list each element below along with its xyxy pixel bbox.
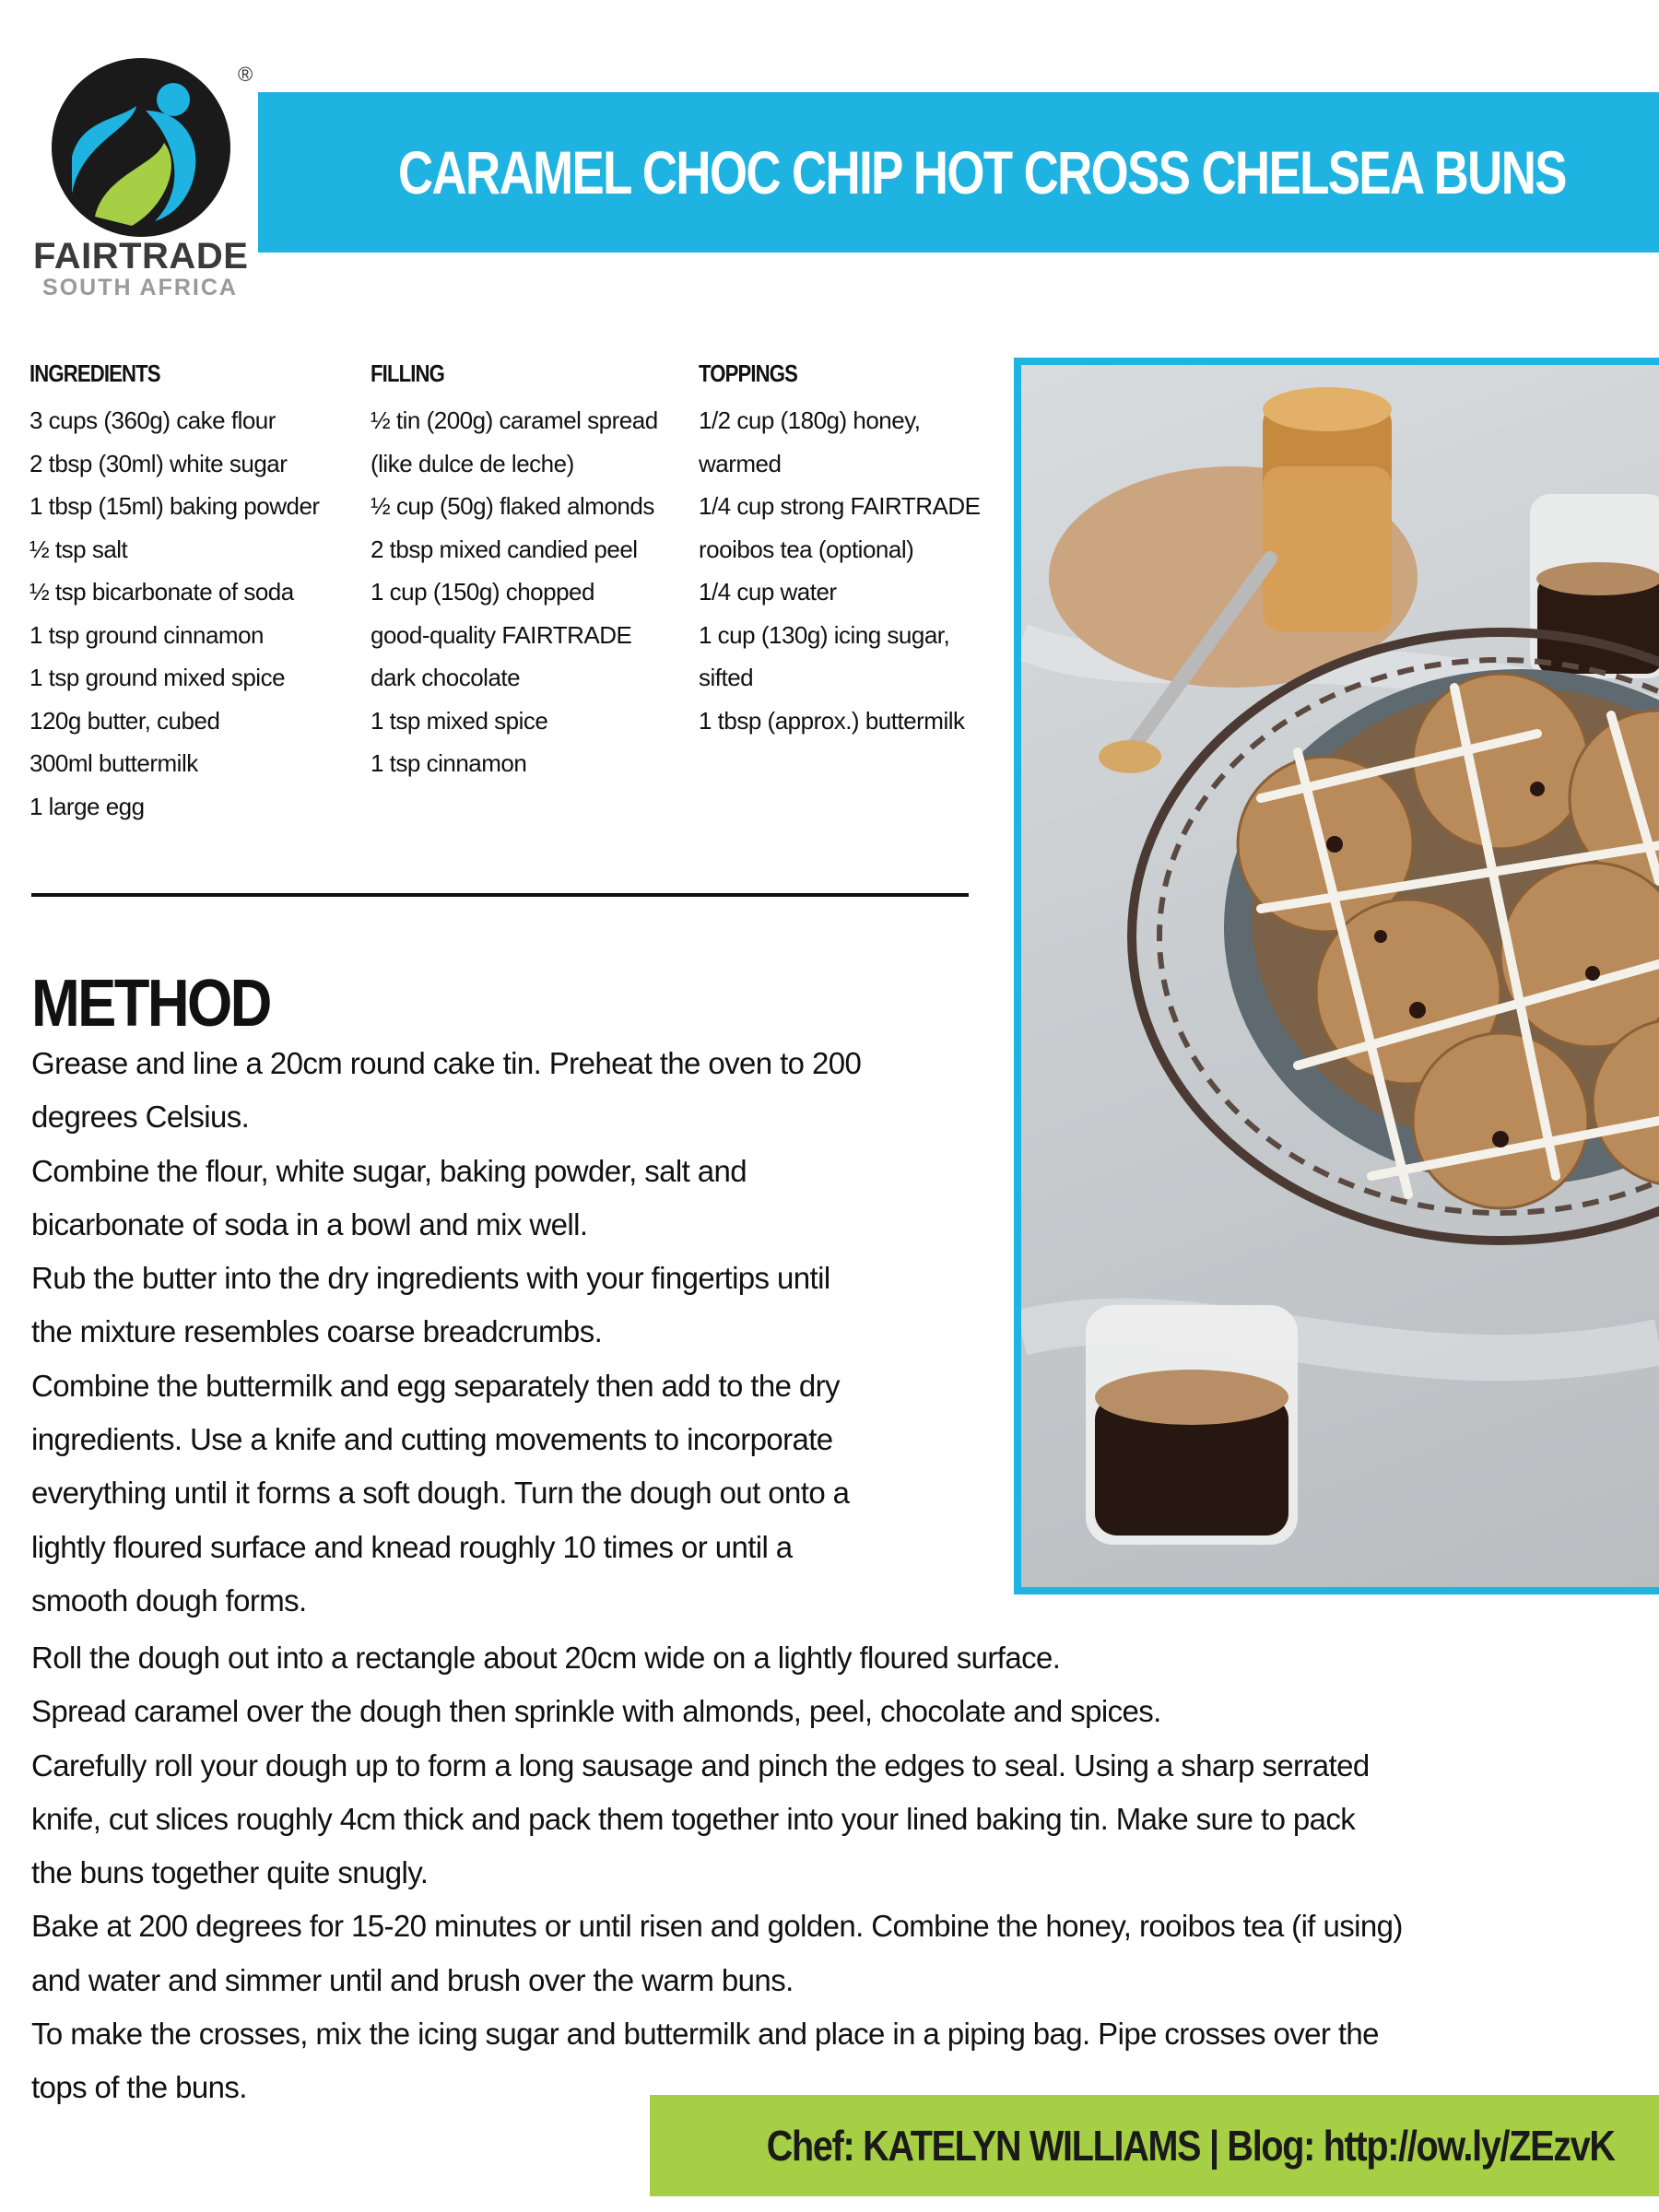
list-item: 1 large egg: [29, 792, 145, 820]
method-line: the mixture resembles coarse breadcrumbs.: [31, 1314, 603, 1349]
list-item: 300ml buttermilk: [29, 749, 198, 777]
buns-photo: [1014, 358, 1659, 1594]
list-item: 2 tbsp mixed candied peel: [371, 535, 638, 563]
method-line: tops of the buns.: [31, 2070, 247, 2105]
ingredients-section: [29, 359, 361, 828]
list-item: ½ tin (200g) caramel spread: [371, 406, 658, 434]
method-line: bicarbonate of soda in a bowl and mix well.: [31, 1206, 588, 1241]
list-item: ½ tsp bicarbonate of soda: [29, 578, 294, 606]
filling-section: [371, 359, 693, 785]
list-item: warmed: [699, 449, 782, 477]
method-line: Rub the butter into the dry ingredients with your fingertips until: [31, 1261, 830, 1296]
list-item: 1/4 cup strong FAIRTRADE: [699, 492, 981, 520]
method-line: To make the crosses, mix the icing sugar and buttermilk and place in a piping bag. Pipe crosses over the: [31, 2017, 1379, 2052]
title-banner: [258, 92, 1659, 253]
toppings-list: [699, 399, 1003, 742]
list-item: 1 tbsp (approx.) buttermilk: [699, 706, 965, 735]
list-item: 1 tsp mixed spice: [371, 706, 548, 735]
logo-region-text: SOUTH AFRICA: [42, 275, 238, 300]
method-line: Bake at 200 degrees for 15-20 minutes or until risen and golden. Combine the honey, rooibos tea (if using): [31, 1909, 1403, 1944]
footer-bar: [650, 2095, 1659, 2196]
list-item: 1/2 cup (180g) honey,: [699, 406, 921, 434]
list-item: 120g butter, cubed: [29, 706, 220, 735]
fairtrade-logo: [33, 55, 253, 304]
list-item: 1 cup (150g) chopped: [371, 578, 594, 606]
list-item: good-quality FAIRTRADE: [371, 620, 632, 649]
list-item: ½ cup (50g) flaked almonds: [371, 492, 654, 520]
toppings-heading: TOPPINGS: [699, 359, 798, 387]
method-line: Roll the dough out into a rectangle about 20cm wide on a lightly floured surface.: [31, 1641, 1061, 1675]
ingredients-heading: INGREDIENTS: [29, 359, 160, 387]
list-item: 1 tsp cinnamon: [371, 749, 527, 777]
logo-brand-text: FAIRTRADE: [33, 236, 249, 276]
method-line: Spread caramel over the dough then sprinkle with almonds, peel, chocolate and spices.: [31, 1694, 1161, 1729]
buns-photo-illustration: [1021, 365, 1659, 1587]
method-line: Combine the flour, white sugar, baking powder, salt and: [31, 1153, 747, 1188]
list-item: ½ tsp salt: [29, 535, 128, 563]
method-steps-lower: [31, 1631, 1626, 2115]
list-item: 1 tsp ground cinnamon: [29, 620, 265, 649]
method-line: ingredients. Use a knife and cutting movements to incorporate: [31, 1422, 833, 1457]
method-steps-upper: [31, 1037, 990, 1628]
method-heading: METHOD: [31, 967, 270, 1041]
method-line: everything until it forms a soft dough. Turn the dough out onto a: [31, 1476, 850, 1511]
method-line: degrees Celsius.: [31, 1100, 250, 1135]
list-item: 1 tbsp (15ml) baking powder: [29, 492, 320, 520]
ingredients-list: [29, 399, 361, 828]
method-line: Grease and line a 20cm round cake tin. Preheat the oven to 200: [31, 1046, 862, 1080]
method-line: the buns together quite snugly.: [31, 1855, 429, 1890]
list-item: 1/4 cup water: [699, 578, 837, 606]
method-line: smooth dough forms.: [31, 1583, 307, 1618]
list-item: dark chocolate: [371, 664, 521, 691]
toppings-section: [699, 359, 1003, 742]
list-item: 3 cups (360g) cake flour: [29, 406, 276, 434]
list-item: 1 cup (130g) icing sugar,: [699, 620, 950, 649]
page-title: CARAMEL CHOC CHIP HOT CROSS CHELSEA BUNS: [398, 138, 1566, 206]
method-line: and water and simmer until and brush over the warm buns.: [31, 1962, 794, 1997]
list-item: rooibos tea (optional): [699, 535, 914, 563]
method-line: lightly floured surface and knead roughly 10 times or until a: [31, 1529, 793, 1564]
list-item: 2 tbsp (30ml) white sugar: [29, 449, 288, 477]
filling-list: [371, 399, 693, 785]
method-line: Carefully roll your dough up to form a long sausage and pinch the edges to seal. Using a sharp serrated: [31, 1747, 1370, 1783]
method-line: knife, cut slices roughly 4cm thick and pack them together into your lined baking tin. Make sure to pack: [31, 1801, 1356, 1836]
list-item: (like dulce de leche): [371, 449, 574, 477]
registered-mark: ®: [238, 63, 253, 86]
section-divider: [31, 893, 969, 897]
list-item: sifted: [699, 664, 754, 691]
method-line: Combine the buttermilk and egg separately then add to the dry: [31, 1368, 840, 1403]
list-item: 1 tsp ground mixed spice: [29, 664, 286, 691]
fairtrade-mark-icon: [44, 55, 238, 240]
chef-credit: Chef: KATELYN WILLIAMS | Blog: http://ow.ly/ZEzvK: [767, 2122, 1615, 2170]
filling-heading: FILLING: [371, 359, 444, 387]
